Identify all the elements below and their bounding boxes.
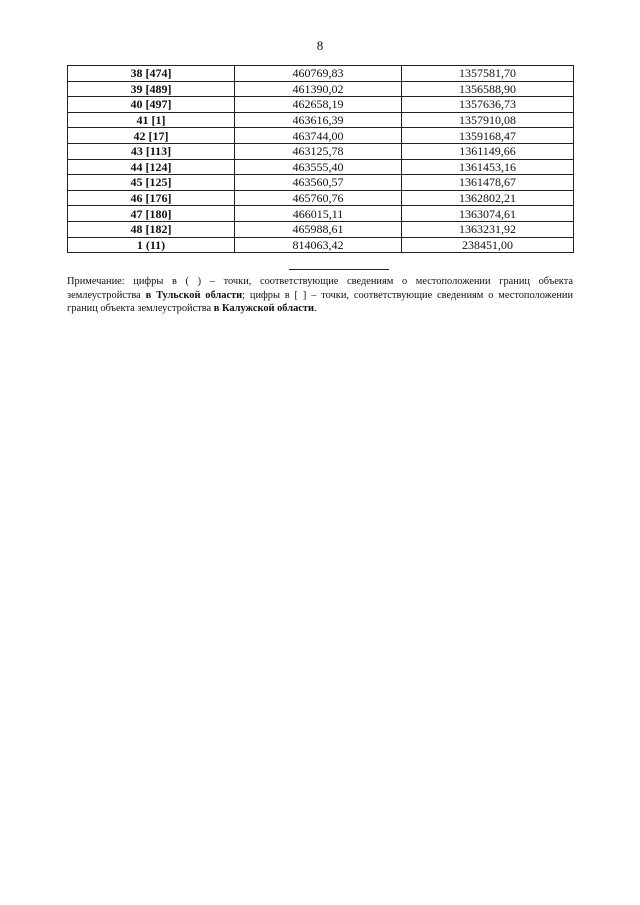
cell-x: 465760,76 (235, 190, 402, 206)
cell-y: 1363074,61 (402, 206, 574, 222)
cell-point: 42 [17] (68, 128, 235, 144)
cell-y: 1357581,70 (402, 66, 574, 82)
cell-x: 463744,00 (235, 128, 402, 144)
table-row (68, 237, 574, 253)
cell-x: 462658,19 (235, 97, 402, 113)
table-row (68, 175, 574, 191)
table-row (68, 128, 574, 144)
table-row (68, 66, 574, 82)
cell-point: 39 [489] (68, 81, 235, 97)
table-row (68, 159, 574, 175)
note-text-part2: ; цифры в [ ] – точки, соответствующие сведениям о местоположении границ объекта землеустройства (67, 289, 574, 314)
cell-y: 1359168,47 (402, 128, 574, 144)
cell-point: 38 [474] (68, 66, 235, 82)
cell-x: 814063,42 (235, 237, 402, 253)
coordinates-table (67, 65, 574, 253)
note-region-kaluga: в Калужской области (213, 303, 314, 314)
cell-x: 463560,57 (235, 175, 402, 191)
cell-point: 1 (11) (68, 237, 235, 253)
table-row (68, 97, 574, 113)
cell-x: 463125,78 (235, 143, 402, 159)
cell-x: 460769,83 (235, 66, 402, 82)
table-row (68, 143, 574, 159)
footnote-note (67, 275, 573, 316)
cell-point: 40 [497] (68, 97, 235, 113)
cell-point: 46 [176] (68, 190, 235, 206)
cell-y: 1363231,92 (402, 221, 574, 237)
cell-y: 1362802,21 (402, 190, 574, 206)
cell-y: 1357636,73 (402, 97, 574, 113)
cell-x: 465988,61 (235, 221, 402, 237)
cell-x: 466015,11 (235, 206, 402, 222)
note-region-tula: в Тульской области (145, 289, 243, 301)
cell-point: 44 [124] (68, 159, 235, 175)
cell-x: 463555,40 (235, 159, 402, 175)
cell-y: 1357910,08 (402, 112, 574, 128)
footnote-rule (289, 269, 389, 270)
cell-x: 463616,39 (235, 112, 402, 128)
cell-y: 1361149,66 (402, 143, 574, 159)
cell-x: 461390,02 (235, 81, 402, 97)
table-row (68, 112, 574, 128)
cell-y: 238451,00 (402, 237, 574, 253)
cell-point: 48 [182] (68, 221, 235, 237)
cell-y: 1361453,16 (402, 159, 574, 175)
coordinates-table-body (68, 66, 574, 253)
note-text-part3: . (313, 303, 317, 314)
table-row (68, 221, 574, 237)
cell-point: 41 [1] (68, 112, 235, 128)
note-text-part1: Примечание: цифры в ( ) – точки, соответствующие сведениям о местоположении границ объекта землеустройства (67, 276, 573, 301)
cell-point: 47 [180] (68, 206, 235, 222)
page-number: 8 (316, 38, 324, 53)
cell-point: 43 [113] (68, 143, 235, 159)
cell-point: 45 [125] (68, 175, 235, 191)
table-row (68, 81, 574, 97)
cell-y: 1356588,90 (402, 81, 574, 97)
table-row (68, 190, 574, 206)
table-row (68, 206, 574, 222)
cell-y: 1361478,67 (402, 175, 574, 191)
